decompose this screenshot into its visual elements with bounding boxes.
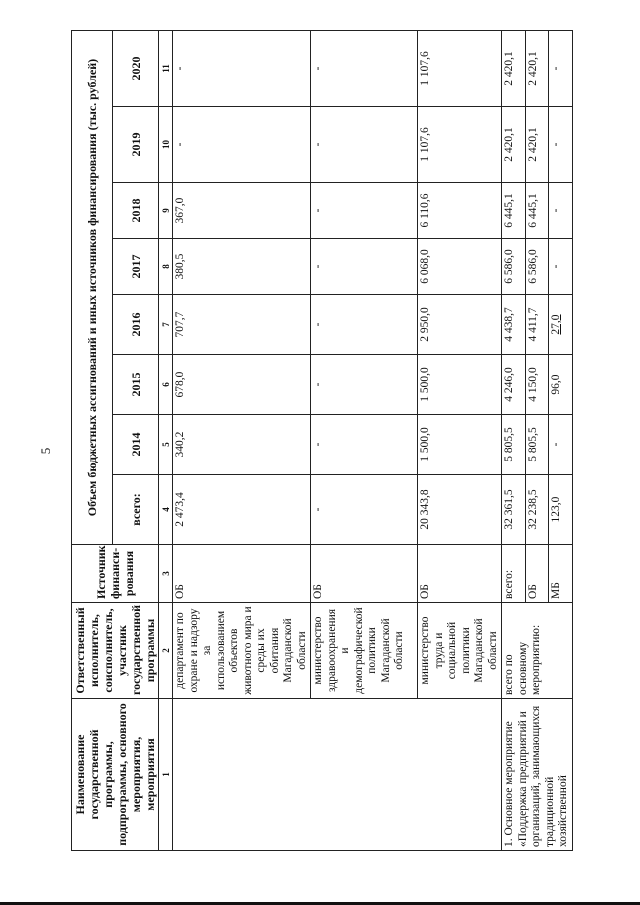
table-row [502, 31, 526, 851]
value-cell: - [311, 107, 418, 183]
executor-cell: министерство труда и социальной политики Магаданской области [418, 603, 502, 699]
value-cell: - [311, 475, 418, 545]
column-index: 6 [159, 355, 173, 415]
value-cell: 5 805,5 [525, 415, 549, 475]
header-budget-group: Объем бюджетных ассигнований и иных источников финансирования (тыс. рублей) [72, 31, 113, 545]
source-cell: ОБ [311, 545, 418, 603]
executor-cell: департамент по охране и надзору за использованием объектов животного мира и среды их обитания Магаданской области [173, 603, 311, 699]
value-cell: - [173, 107, 311, 183]
column-index: 10 [159, 107, 173, 183]
value-cell: 678,0 [173, 355, 311, 415]
value-cell: - [311, 355, 418, 415]
source-cell: ОБ [418, 545, 502, 603]
value-cell: 96,0 [549, 355, 573, 415]
column-index: 3 [159, 545, 173, 603]
value-cell: 1 107,6 [418, 107, 502, 183]
header-executor: Ответственный исполнитель, соисполнитель, участник государственной программы [72, 603, 159, 699]
value-cell: - [311, 31, 418, 107]
budget-table-rotated [71, 31, 569, 851]
value-cell: 5 805,5 [502, 415, 526, 475]
value-cell: 1 500,0 [418, 355, 502, 415]
header-year: 2017 [113, 239, 159, 295]
column-index: 1 [159, 699, 173, 851]
budget-table [71, 30, 573, 851]
value-cell: 1 500,0 [418, 415, 502, 475]
value-cell: - [311, 295, 418, 355]
value-cell: - [173, 31, 311, 107]
value-cell: 20 343,8 [418, 475, 502, 545]
value-cell: 367,0 [173, 183, 311, 239]
column-index: 5 [159, 415, 173, 475]
value-cell: 6 445,1 [502, 183, 526, 239]
header-year: 2019 [113, 107, 159, 183]
value-cell: - [311, 239, 418, 295]
value-cell: 32 361,5 [502, 475, 526, 545]
value-cell: 2 420,1 [525, 31, 549, 107]
main-event-executor: всего по основному мероприятию: [502, 603, 573, 699]
value-cell: 6 068,0 [418, 239, 502, 295]
header-year: 2015 [113, 355, 159, 415]
executor-cell: министерство здравоохранения и демографической политики Магаданской области [311, 603, 418, 699]
column-index: 4 [159, 475, 173, 545]
value-cell: - [549, 239, 573, 295]
value-cell: 1 107,6 [418, 31, 502, 107]
value-cell: 4 246,0 [502, 355, 526, 415]
value-cell: 2 420,1 [502, 107, 526, 183]
column-index: 11 [159, 31, 173, 107]
column-index: 7 [159, 295, 173, 355]
header-name: Наименование государственной программы, подпрограммы, основного мероприятия, мероприятия [72, 699, 159, 851]
header-total: всего: [113, 475, 159, 545]
value-cell: 6 445,1 [525, 183, 549, 239]
table-row [173, 31, 311, 851]
main-event-name: 1. Основное мероприятие «Поддержка предприятий и организаций, занимающихся традиционной хозяйственной [502, 699, 573, 851]
value-cell: 6 586,0 [502, 239, 526, 295]
value-cell: - [311, 415, 418, 475]
value-cell: 6 110,6 [418, 183, 502, 239]
value-cell: 4 438,7 [502, 295, 526, 355]
source-cell: ОБ [173, 545, 311, 603]
value-cell: 380,5 [173, 239, 311, 295]
value-cell: - [311, 183, 418, 239]
value-cell: 2 420,1 [525, 107, 549, 183]
column-index: 8 [159, 239, 173, 295]
header-source: Источник финанси-рования [72, 545, 159, 603]
value-cell: 6 586,0 [525, 239, 549, 295]
value-cell: 340,2 [173, 415, 311, 475]
value-cell: 2 473,4 [173, 475, 311, 545]
value-cell: 32 238,5 [525, 475, 549, 545]
source-cell: ОБ [525, 545, 549, 603]
value-cell: 2 420,1 [502, 31, 526, 107]
page-number: 5 [38, 447, 53, 455]
header-year: 2014 [113, 415, 159, 475]
value-cell: 707,7 [173, 295, 311, 355]
header-year: 2020 [113, 31, 159, 107]
value-cell: 4 411,7 [525, 295, 549, 355]
header-year: 2016 [113, 295, 159, 355]
value-cell: 2 950,0 [418, 295, 502, 355]
value-cell: - [549, 107, 573, 183]
source-cell: всего: [502, 545, 526, 603]
name-cell-empty [173, 699, 502, 851]
source-cell: МБ [549, 545, 573, 603]
value-cell: 4 150,0 [525, 355, 549, 415]
column-index: 9 [159, 183, 173, 239]
value-cell: 27,0 [549, 295, 573, 355]
value-cell: - [549, 415, 573, 475]
value-cell: - [549, 31, 573, 107]
column-index: 2 [159, 603, 173, 699]
header-year: 2018 [113, 183, 159, 239]
value-cell: 123,0 [549, 475, 573, 545]
value-cell: - [549, 183, 573, 239]
